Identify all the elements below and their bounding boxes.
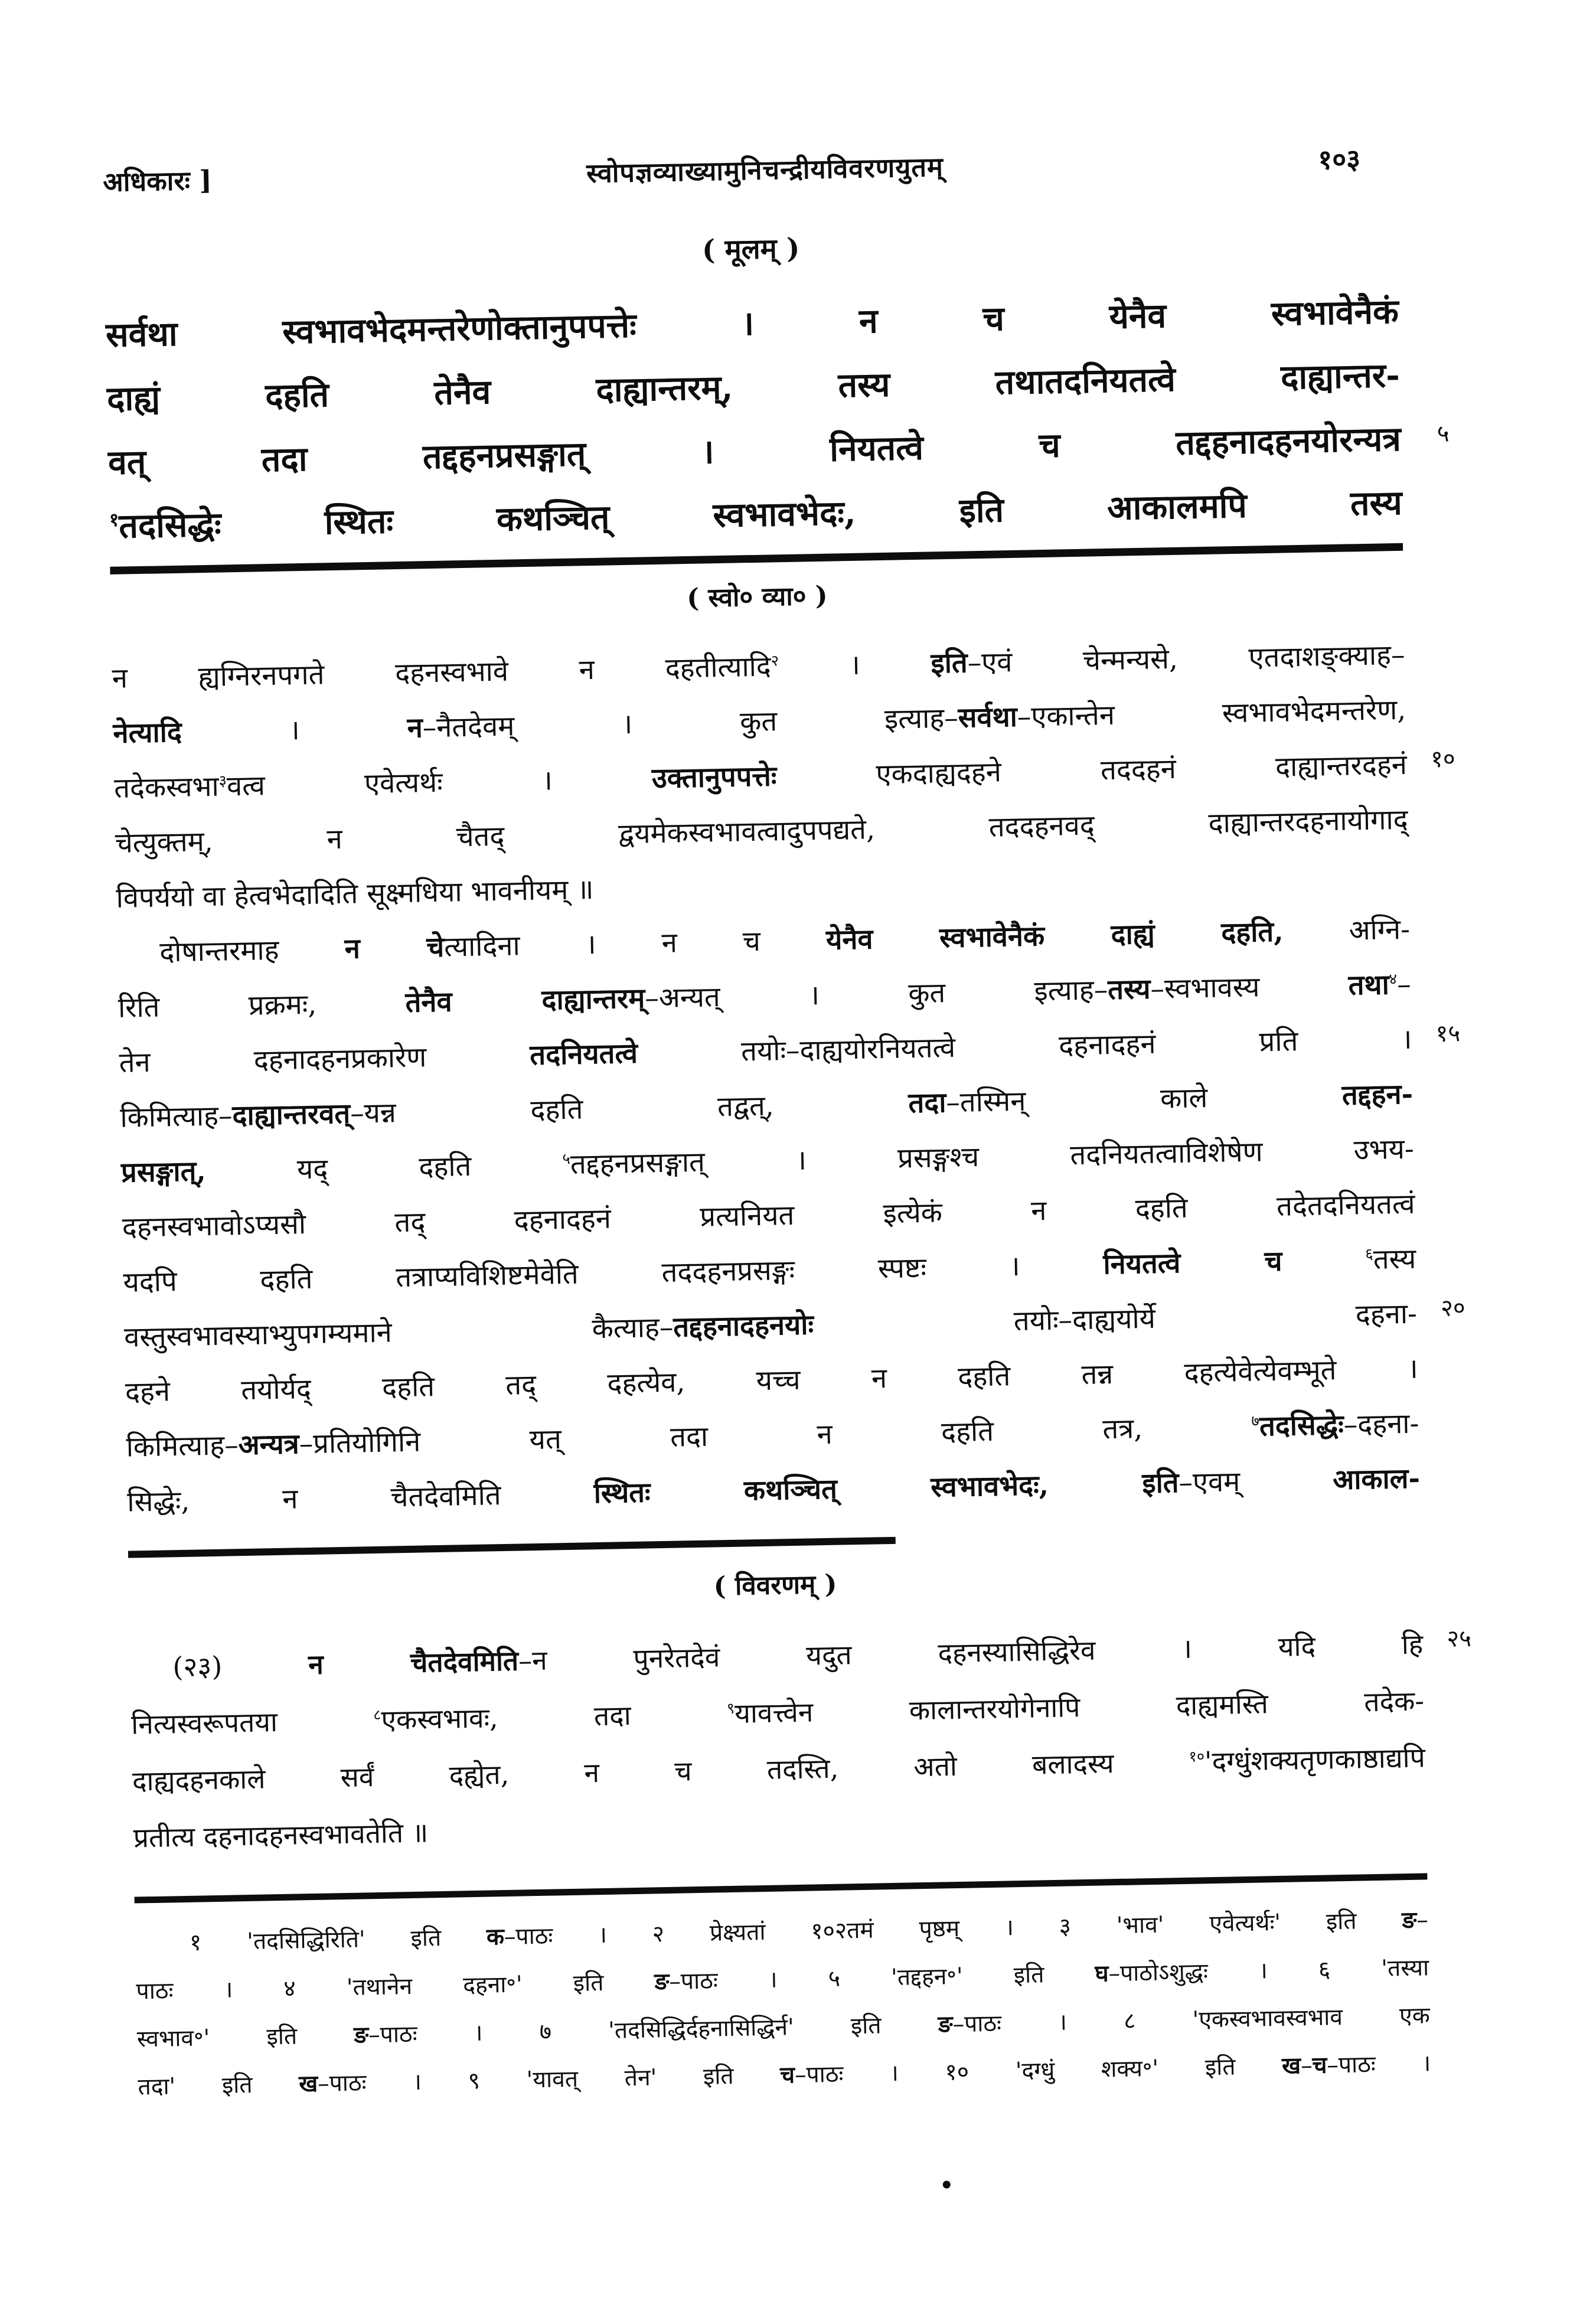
text-line: प्रसङ्गात्, यद् दहति $^५$तद्दहनप्रसङ्गात् । प्रसङ्गश्च तदनियतत्वाविशेषेण उभय- (120, 1132, 1415, 1189)
page-content (100, 0, 1472, 2111)
footnote-marker: ९ (726, 1699, 735, 1717)
text-line: दोषान्तरमाह न चेत्यादिना । न च येनैव स्वभावेनैकं दाह्यं दहति, अग्नि- (159, 913, 1411, 969)
margin-line-number: १५ (1435, 1020, 1461, 1047)
text-line: सिद्धेः, न चैतदेवमिति स्थितः कथञ्चित् स्वभावभेदः, इति–एवम् आकाल- (126, 1462, 1421, 1519)
margin-line-number: २० (1440, 1294, 1466, 1322)
footnotes (135, 1896, 1431, 2111)
text-line: तेन दहनादहनप्रकारेण तदनियतत्वे तयोः–दाह्ययोरनियतत्वे दहनादहनं प्रति । १५ (119, 1012, 1412, 1091)
text-line: वस्तुस्वभावस्याभ्युपगम्यमाने कैत्याह–तद्दहनादहनयोः तयोः–दाह्ययोर्ये दहना- २० (123, 1287, 1417, 1365)
text-line: सर्वथा स्वभावभेदमन्तरेणोक्तानुपपत्तेः । न च येनैव स्वभावेनैकं (105, 291, 1399, 355)
footnote-marker: ७ (1251, 1412, 1260, 1431)
ink-dot (943, 2181, 951, 2188)
footnote-marker: ४ (1389, 970, 1398, 988)
footnote-marker: ३ (218, 772, 227, 790)
text-line: नित्यस्वरूपतया $^८$एकस्वभावः, तदा $^९$यावत्त्वेन कालान्तरयोगेनापि दाह्यमस्ति तदेक- (130, 1685, 1425, 1741)
page-title: स्वोपज्ञव्याख्यामुनिचन्द्रीयविवरणयुतम् (586, 151, 944, 190)
section-vivaranam (130, 1615, 1472, 1866)
text-line: $^१$तदसिद्धेः स्थितः कथञ्चित् स्वभावभेदः, इति आकालमपि तस्य (109, 482, 1403, 546)
separator-rule-partial (128, 1537, 896, 1558)
text-line: न ह्यग्निरनपगते दहनस्वभावे न दहतीत्यादि$^२$ । इति–एवं चेन्मन्यसे, एतदाशङ्क्याह– (112, 638, 1405, 695)
margin-line-number: ५ (1437, 420, 1450, 448)
text-line: दहने तयोर्यद् दहति तद् दहत्येव, यच्च न दहति तन्न दहत्येवेत्येवम्भूते । (125, 1352, 1419, 1409)
text-line: तदेकस्वभा$^३$वत्व एवेत्यर्थः । उक्तानुपपत्तेः एकदाह्यदहने तददहनं दाह्यान्तरदहनं १० (113, 737, 1407, 816)
text-line: प्रतीत्य दहनादहनस्वभावतेति ॥ (133, 1816, 429, 1854)
footnote-marker: ५ (562, 1150, 571, 1168)
text-line: १ 'तदसिद्धिरिति' इति क–पाठः । २ प्रेक्ष्यतां १०२तमं पृष्ठम् । ३ 'भाव' एवेत्यर्थः' इति ङ– (189, 1906, 1429, 1956)
section-heading-vivaranam: ( विवरणम् ) (713, 1569, 837, 1602)
section-heading-svopajna-vyakhya: ( स्वो० व्या० ) (686, 580, 828, 614)
text-line: दाह्यं दहति तेनैव दाह्यान्तरम्, तस्य तथातदनियतत्वे दाह्यान्तर- (106, 355, 1401, 419)
page-header (103, 139, 1396, 200)
section-heading-mulam: ( मूलम् ) (701, 232, 800, 267)
text-line: पाठः । ४ 'तथानेन दहना॰' इति ङ–पाठः । ५ 'तद्दहन॰' इति घ–पाठोऽशुद्धः । ६ 'तस्या (136, 1954, 1429, 2005)
footnote-marker: ६ (1364, 1245, 1373, 1264)
text-line: वत् तदा तद्दहनप्रसङ्गात् । नियतत्वे च तद्दहनादहनयोरन्यत्र ५ (107, 407, 1402, 495)
text-line: चेत्युक्तम्, न चैतद् द्वयमेकस्वभावत्वादुपपद्यते, तददहनवद् दाह्यान्तरदहनायोगाद् (115, 803, 1409, 860)
footnote-separator-rule (135, 1873, 1428, 1903)
footnote-marker: ८ (373, 1706, 381, 1724)
page-number: १०३ (1317, 143, 1361, 176)
text-line: स्वभाव॰' इति ङ–पाठः । ७ 'तदसिद्धिर्दहनासिद्धिर्न' इति ङ–पाठः । ८ 'एकस्वभावस्वभाव एक (136, 2002, 1431, 2053)
text-line: किमित्याह–अन्यत्र–प्रतियोगिनि यत् तदा न दहति तत्र, $^७$तदसिद्धेः–दहना- (126, 1407, 1419, 1464)
footnote-marker: १ (109, 509, 119, 531)
text-line: रिति प्रक्रमः, तेनैव दाह्यान्तरम्–अन्यत् । कुत इत्याह–तस्य–स्वभावस्य तथा$^४$– (117, 968, 1412, 1024)
text-line: (२३) न चैतदेवमिति–न पुनरेतदेवं यदुत दहनस्यासिद्धिरेव । यदि हि २५ (130, 1615, 1424, 1696)
text-line: दहनस्वभावोऽप्यसौ तद् दहनादहनं प्रत्यनियत इत्येकं न दहति तदेतदनियतत्वं (122, 1187, 1415, 1244)
section-svopajna-vyakhya (112, 628, 1466, 1530)
margin-line-number: १० (1430, 745, 1456, 773)
text-line: तदा' इति ख–पाठः । ९ 'यावत् तेन' इति च–पाठः । १० 'दग्धुं शक्य॰' इति ख–च–पाठः । (138, 2050, 1431, 2101)
text-line: दाह्यदहनकाले सर्वं दह्येत, न च तदस्ति, अतो बलादस्य $^{१०}$'दग्धुंशक्यतृणकाष्ठाद्यपि (132, 1741, 1426, 1797)
text-line: नेत्यादि । न–नैतदेवम् । कुत इत्याह–सर्वथा–एकान्तेन स्वभावभेदमन्तरेण, (113, 693, 1406, 750)
running-header-left: अधिकारः ] (102, 164, 213, 198)
footnote-marker: २ (771, 652, 779, 670)
text-line: विपर्ययो वा हेत्वभेदादिति सूक्ष्मधिया भावनीयम् ॥ (116, 873, 594, 915)
margin-line-number: २५ (1446, 1624, 1472, 1653)
footnote-marker: १० (1189, 1747, 1205, 1765)
text-line: यदपि दहति तत्राप्यविशिष्टमेवेति तददहनप्रसङ्गः स्पष्टः । नियतत्वे च $^६$तस्य (123, 1242, 1416, 1299)
section-mulam (105, 280, 1450, 559)
text-line: किमित्याह–दाह्यान्तरवत्–यन्न दहति तद्वत्, तदा–तस्मिन् काले तद्दहन- (119, 1078, 1413, 1134)
